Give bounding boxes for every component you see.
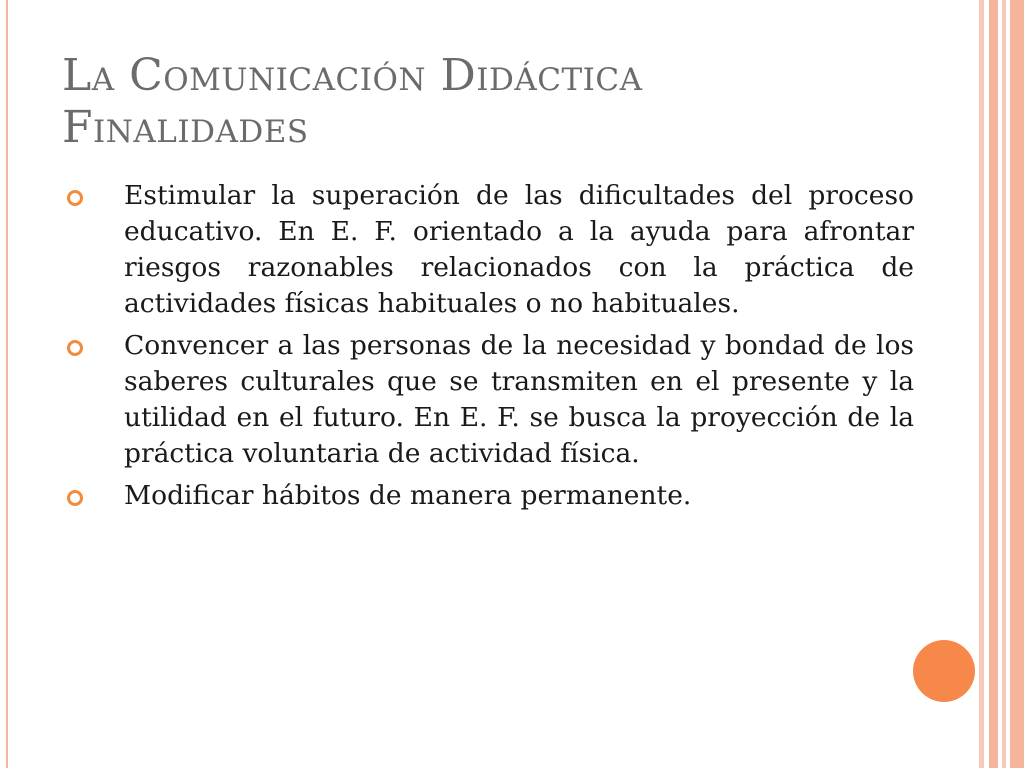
stripe: [989, 0, 998, 768]
decorative-stripes: [976, 0, 1024, 768]
decorative-circle: [913, 640, 975, 702]
title-line-1: La Comunicación Didáctica: [62, 50, 643, 101]
ring-bullet-icon: [67, 190, 83, 206]
bullet-text: Convencer a las personas de la necesidad y bondad de los saberes culturales que se transmiten en el presente y la utilidad en el futuro. En E. F. se busca la proyección de la práctica voluntaria de actividad física.: [124, 330, 914, 469]
left-border-line: [6, 0, 8, 768]
stripe: [1002, 0, 1006, 768]
stripe: [1010, 0, 1024, 768]
bullet-text: Modificar hábitos de manera permanente.: [124, 480, 692, 511]
bullet-item: [64, 178, 914, 322]
bullet-text: Estimular la superación de las dificultades del proceso educativo. En E. F. orientado a la ayuda para afrontar riesgos razonables relacionados con la práctica de actividades físicas habituales o no habituales.: [124, 180, 914, 319]
slide-title: [62, 50, 942, 154]
bullet-item: [64, 328, 914, 472]
bullet-item: [64, 478, 914, 514]
title-line-2: Finalidades: [62, 102, 309, 153]
ring-bullet-icon: [67, 340, 83, 356]
bullet-list: [64, 178, 914, 520]
ring-bullet-icon: [67, 490, 83, 506]
stripe: [979, 0, 984, 768]
